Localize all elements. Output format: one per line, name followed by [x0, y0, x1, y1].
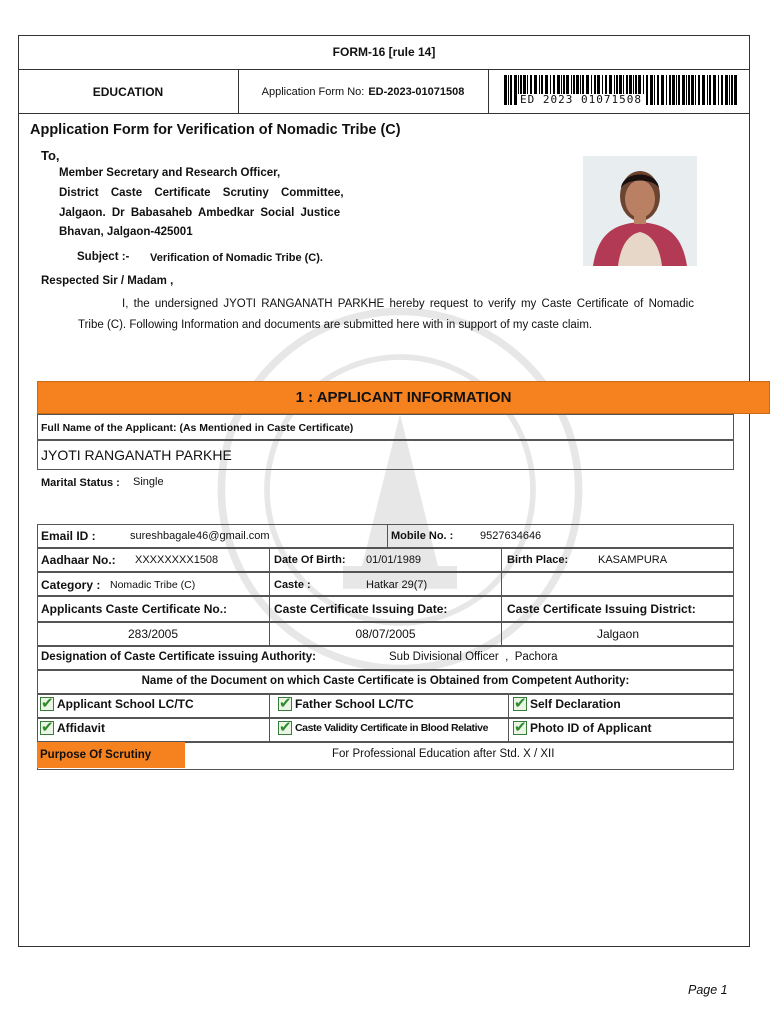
barcode-bar [695, 75, 696, 105]
barcode-bar [691, 75, 694, 105]
authority-label: Designation of Caste Certificate issuing Authority: [41, 651, 316, 663]
app-no-label: Application Form No: [261, 85, 365, 98]
marital-status-value: Single [133, 476, 164, 488]
issue-date-value: 08/07/2005 [355, 627, 416, 641]
barcode-bar [682, 75, 685, 105]
dob-value: 01/01/1989 [366, 554, 422, 566]
doc-photo-id[interactable]: ✔ Photo ID of Applicant [513, 721, 652, 735]
doc-father-school-lc[interactable]: ✔ Father School LC/TC [278, 697, 414, 711]
purpose-label: Purpose Of Scrutiny [37, 742, 185, 768]
section-applicant-info-header: 1 : APPLICANT INFORMATION [37, 381, 770, 414]
subject-text: Verification of Nomadic Tribe (C). [150, 252, 323, 264]
barcode-bar [686, 75, 687, 105]
barcode-bar [725, 75, 728, 105]
request-text: I, the undersigned JYOTI RANGANATH PARKHE hereby request to verify my Caste Certificate of Nomadic Tribe (C). Following Information and documents are submitted here with in support of my caste claim. [78, 298, 694, 331]
caste-value: Hatkar 29(7) [366, 579, 428, 591]
birthplace-label: Birth Place: [507, 554, 569, 566]
barcode-bar [646, 75, 648, 105]
check-icon [278, 697, 292, 711]
applicant-photo [583, 156, 697, 266]
barcode-bar [508, 75, 509, 105]
email-label: Email ID : [41, 529, 96, 543]
issue-district-label: Caste Certificate Issuing District: [507, 602, 696, 616]
docs-heading: Name of the Document on which Caste Certificate is Obtained from Competent Authority: [141, 675, 630, 687]
check-icon [278, 721, 292, 735]
barcode-bar [702, 75, 705, 105]
barcode-bar [713, 75, 716, 105]
check-icon [40, 721, 54, 735]
barcode-bar [514, 75, 517, 105]
caste-label: Caste : [274, 579, 311, 591]
app-no-value: ED-2023-01071508 [368, 85, 465, 98]
barcode-bar [661, 75, 664, 105]
aadhaar-label: Aadhaar No.: [41, 553, 116, 567]
cert-no-label: Applicants Caste Certificate No.: [41, 602, 228, 616]
barcode-bar [709, 75, 711, 105]
application-number [238, 70, 489, 113]
barcode-bar [688, 75, 690, 105]
barcode-bar [650, 75, 653, 105]
header-row [18, 70, 750, 114]
authority-value: Sub Divisional Officer , Pachora [389, 651, 558, 663]
marital-status-label: Marital Status : [41, 477, 120, 489]
barcode-bar [510, 75, 512, 105]
barcode-bar [669, 75, 671, 105]
barcode-bar [731, 75, 733, 105]
page-title: Application Form for Verification of Nomadic Tribe (C) [30, 122, 401, 138]
barcode-text: ED 2023 01071508 [520, 93, 642, 106]
barcode-bar [721, 75, 723, 105]
fullname-label: Full Name of the Applicant: (As Mentioned in Caste Certificate) [41, 422, 354, 434]
page-number: Page 1 [688, 983, 728, 997]
category-value: Nomadic Tribe (C) [110, 579, 196, 591]
doc-caste-validity-blood-relative[interactable]: ✔ Caste Validity Certificate in Blood Relative [278, 721, 488, 735]
birthplace-value: KASAMPURA [598, 554, 668, 566]
issue-district-value: Jalgaon [596, 627, 640, 641]
doc-applicant-school-lc[interactable]: ✔ Applicant School LC/TC [40, 697, 194, 711]
barcode-bar [678, 75, 680, 105]
barcode-bar [698, 75, 700, 105]
purpose-value: For Professional Education after Std. X / XII [332, 748, 555, 760]
request-paragraph [78, 294, 694, 336]
category-label: Category : [41, 578, 101, 592]
barcode-bar [729, 75, 730, 105]
issue-date-label: Caste Certificate Issuing Date: [274, 602, 448, 616]
barcode-bar [654, 75, 655, 105]
barcode-bar [657, 75, 659, 105]
address-line4: Bhavan, Jalgaon-425001 [59, 226, 193, 238]
barcode-bar [666, 75, 667, 105]
check-icon [40, 697, 54, 711]
check-icon [513, 697, 527, 711]
check-icon [513, 721, 527, 735]
address-line3: Jalgaon. Dr Babasaheb Ambedkar Social Justice [59, 207, 341, 219]
subject-label: Subject :- [77, 251, 130, 263]
greeting: Respected Sir / Madam , [41, 275, 174, 287]
form-number: FORM-16 [rule 14] [18, 35, 750, 70]
doc-self-declaration[interactable]: ✔ Self Declaration [513, 697, 621, 711]
mobile-value: 9527634646 [480, 530, 542, 542]
doc-affidavit[interactable]: ✔ Affidavit [40, 721, 105, 735]
barcode-bar [718, 75, 719, 105]
barcode-bar [707, 75, 708, 105]
fullname-value: JYOTI RANGANATH PARKHE [41, 447, 232, 463]
barcode-bar [504, 75, 507, 105]
mobile-label: Mobile No. : [391, 530, 454, 542]
address-line2: District Caste Certificate Scrutiny Committee, [59, 187, 344, 199]
barcode-bar [676, 75, 677, 105]
department-label: EDUCATION [18, 70, 239, 113]
fullname-value-cell [37, 440, 734, 470]
email-value: sureshbagale46@gmail.com [130, 530, 270, 542]
cert-no-value: 283/2005 [127, 627, 179, 641]
address-to: To, [41, 148, 60, 163]
barcode-bar [672, 75, 675, 105]
dob-label: Date Of Birth: [274, 554, 346, 566]
fullname-label-cell [37, 414, 734, 440]
barcode-bar [734, 75, 737, 105]
address-line1: Member Secretary and Research Officer, [59, 167, 281, 179]
aadhaar-value: XXXXXXXX1508 [135, 554, 219, 566]
